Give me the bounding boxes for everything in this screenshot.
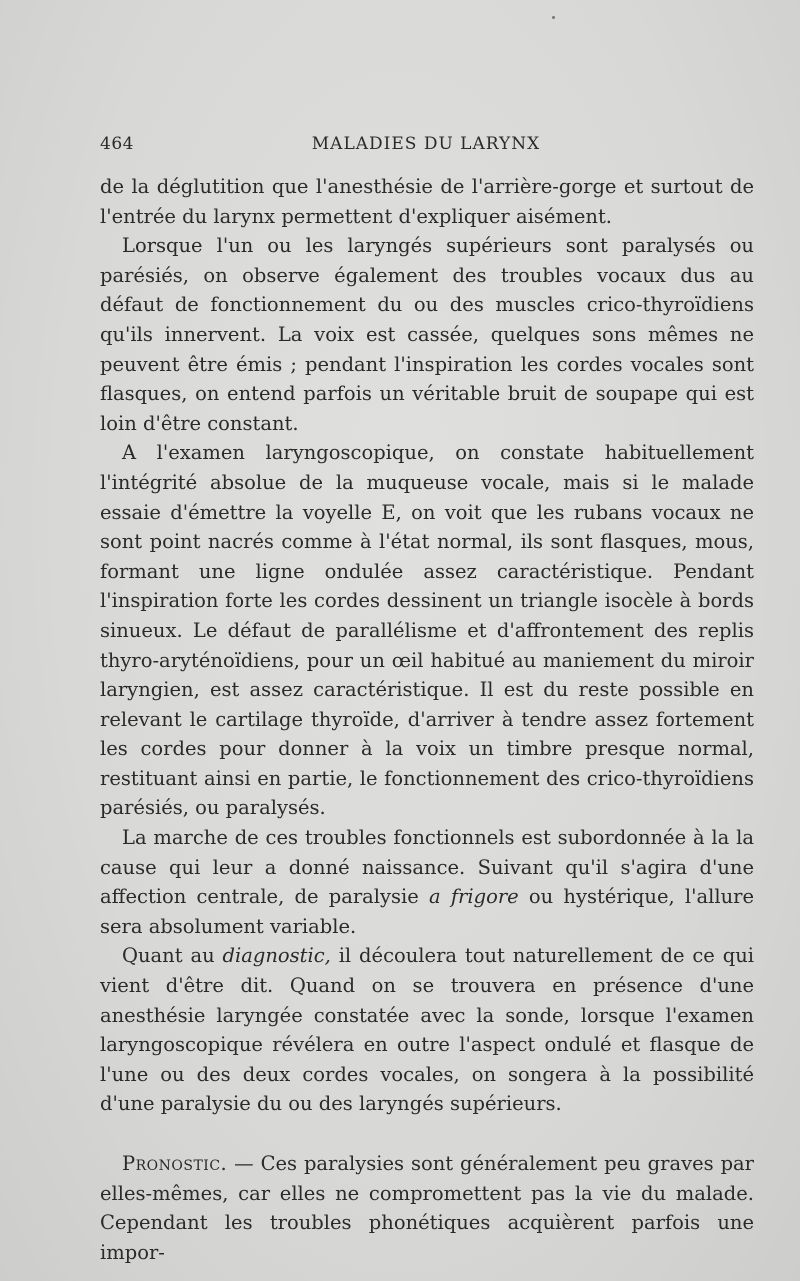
diagnostic-text-start: Quant au <box>122 944 223 968</box>
paragraph-vocal-troubles: Lorsque l'un ou les laryngés supérieurs sont paralysés ou parésiés, on observe également des troubles vocaux dus au défaut de fonctionnement du ou des muscles crico-thyroïdiens qu'ils innervent. La voix est cassée, quelques sons mêmes ne peuvent être émis ; pendant l'inspiration les cordes vocales sont flasques, on entend parfois un véritable bruit de soupape qui est loin d'être constant. <box>100 234 754 435</box>
paragraph-diagnostic <box>100 941 754 1119</box>
a-frigore-italic: a frigore <box>429 885 519 909</box>
paragraph-progression <box>100 823 754 941</box>
pronostic-text: — Ces paralysies sont généralement peu graves par elles-mêmes, car elles ne compromettent pas la vie du malade. Cependant les troubles phonétiques acquièrent parfois une impor- <box>100 1152 754 1264</box>
pronostic-heading: Pronostic. <box>122 1152 228 1175</box>
running-title: MALADIES DU LARYNX <box>311 134 541 154</box>
page-number: 464 <box>100 134 134 154</box>
paragraph-continuation: de la déglutition que l'anesthésie de l'arrière-gorge et surtout de l'entrée du larynx permettent d'expliquer aisément. <box>100 175 754 228</box>
print-speck <box>552 16 555 19</box>
paragraph-pronostic <box>100 1149 754 1267</box>
paragraph-laryngoscopic-exam: A l'examen laryngoscopique, on constate habituellement l'intégrité absolue de la muqueuse vocale, mais si le malade essaie d'émettre la voyelle E, on voit que les rubans vocaux ne sont point nacrés comme à l'état normal, ils sont flasques, mous, formant une ligne ondulée assez caractéristique. Pendant l'inspiration forte les cordes dessinent un triangle isocèle à bords sinueux. Le défaut de parallélisme et d'affrontement des replis thyro-aryténoïdiens, pour un œil habitué au maniement du miroir laryngien, est assez caractéristique. Il est du reste possible en relevant le cartilage thyroïde, d'arriver à tendre assez fortement les cordes pour donner à la voix un timbre presque normal, restituant ainsi en partie, le fonctionnement des crico-thyroïdiens parésiés, ou paralysés. <box>100 441 754 820</box>
progression-text-end: ou hystérique, l'allure sera absolument variable. <box>100 885 754 938</box>
body-text <box>100 172 754 1267</box>
page-header <box>100 134 752 160</box>
progression-text-start: La marche de ces troubles fonctionnels est subordonnée à la la cause qui leur a donné naissance. Suivant qu'il s'agira d'une affection centrale, de paralysie <box>100 826 754 909</box>
diagnostic-text-end: il découlera tout naturellement de ce qui vient d'être dit. Quand on se trouvera en présence d'une anesthésie laryngée constatée avec la sonde, lorsque l'examen laryngoscopique révélera en outre l'aspect ondulé et flasque de l'une ou des deux cordes vocales, on songera à la possibilité d'une paralysie du ou des laryngés supérieurs. <box>100 944 754 1116</box>
diagnostic-italic: diagnostic, <box>222 944 331 968</box>
